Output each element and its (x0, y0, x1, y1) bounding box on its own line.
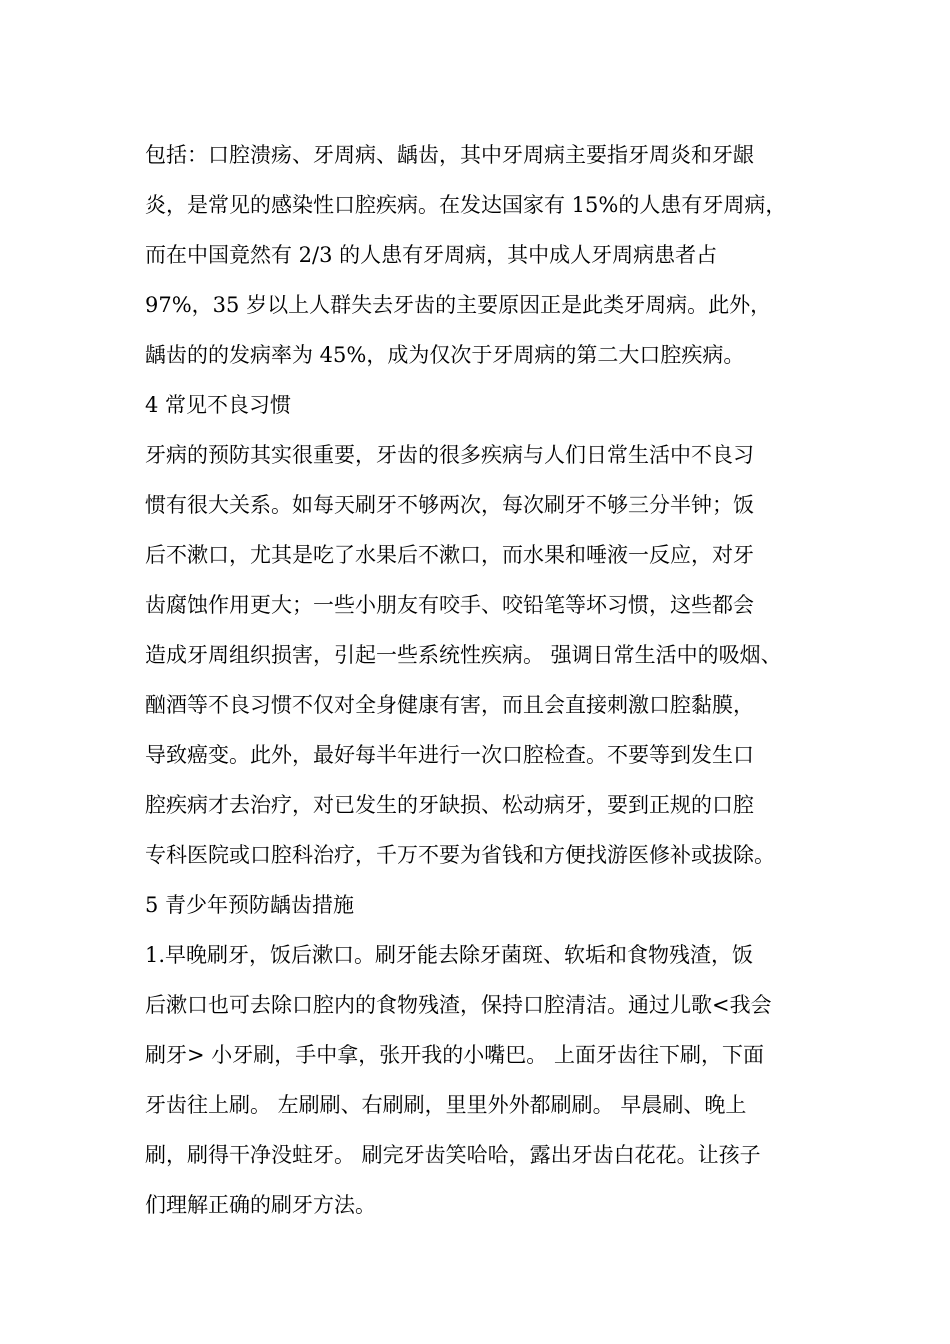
paragraph-line: 腔疾病才去治疗，对已发生的牙缺损、松动病牙，要到正规的口腔 (145, 793, 754, 817)
paragraph-line: 后不漱口，尤其是吃了水果后不漱口，而水果和唾液一反应，对牙 (145, 543, 754, 567)
section-heading-5: 5 青少年预防龋齿措施 (145, 893, 355, 917)
paragraph-line: 牙病的预防其实很重要，牙齿的很多疾病与人们日常生活中不良习 (145, 443, 754, 467)
paragraph-line: 牙齿往上刷。 左刷刷、右刷刷，里里外外都刷刷。 早晨刷、晚上 (145, 1093, 747, 1117)
paragraph-line: 后漱口也可去除口腔内的食物残渣，保持口腔清洁。通过儿歌<我会 (145, 993, 772, 1017)
paragraph-line: 导致癌变。此外，最好每半年进行一次口腔检查。不要等到发生口 (145, 743, 754, 767)
paragraph-line: 刷牙> 小牙刷，手中拿，张开我的小嘴巴。 上面牙齿往下刷，下面 (145, 1043, 764, 1067)
section-4-paragraph (145, 430, 815, 880)
paragraph-line: 们理解正确的刷牙方法。 (145, 1193, 376, 1217)
paragraph-line: 炎，是常见的感染性口腔疾病。在发达国家有 15%的人患有牙周病， (145, 193, 787, 217)
paragraph-line: 造成牙周组织损害，引起一些系统性疾病。 强调日常生活中的吸烟、 (145, 643, 782, 667)
section-heading-4: 4 常见不良习惯 (145, 393, 292, 417)
paragraph-intro (145, 130, 815, 380)
section-5-paragraph (145, 930, 815, 1230)
paragraph-line: 惯有很大关系。如每天刷牙不够两次，每次刷牙不够三分半钟；饭 (145, 493, 754, 517)
paragraph-line: 1.早晚刷牙，饭后漱口。刷牙能去除牙菌斑、软垢和食物残渣，饭 (145, 943, 754, 967)
document-body (145, 130, 815, 1230)
paragraph-line: 龋齿的的发病率为 45%，成为仅次于牙周病的第二大口腔疾病。 (145, 343, 745, 367)
paragraph-line: 专科医院或口腔科治疗，千万不要为省钱和方便找游医修补或拔除。 (145, 843, 775, 867)
paragraph-line: 齿腐蚀作用更大；一些小朋友有咬手、咬铅笔等坏习惯，这些都会 (145, 593, 754, 617)
paragraph-line: 酗酒等不良习惯不仅对全身健康有害，而且会直接刺激口腔黏膜， (145, 693, 754, 717)
paragraph-line: 而在中国竟然有 2/3 的人患有牙周病，其中成人牙周病患者占 (145, 243, 718, 267)
paragraph-line: 97%，35 岁以上人群失去牙齿的主要原因正是此类牙周病。此外， (145, 293, 772, 317)
paragraph-line: 刷，刷得干净没蛀牙。 刷完牙齿笑哈哈，露出牙齿白花花。让孩子 (145, 1143, 761, 1167)
paragraph-line: 包括：口腔溃疡、牙周病、龋齿，其中牙周病主要指牙周炎和牙龈 (145, 143, 754, 167)
